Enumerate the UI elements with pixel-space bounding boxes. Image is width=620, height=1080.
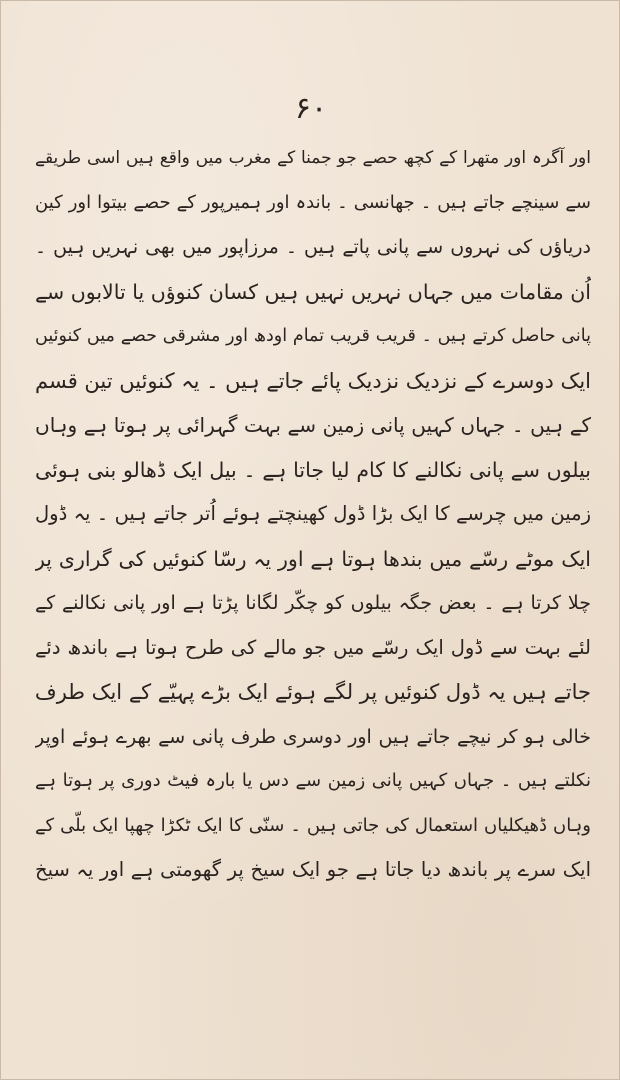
text-line: پانی حاصل کرتے ہیں ۔ قریب قریب تمام اودھ اور مشرقی حصے میں کنوئیں <box>35 326 591 346</box>
page-number: ۶۰ <box>294 91 328 126</box>
text-line: اُن مقامات میں جہاں نہریں نہیں ہیں کسان کنوؤں یا تالابوں سے <box>35 279 591 304</box>
text-line: وہاں ڈھیکلیاں استعمال کی جاتی ہیں ۔ سنّی کا ایک ٹکڑا چھپا ایک بلّی کے <box>35 814 591 836</box>
text-line: ایک دوسرے کے نزدیک نزدیک پائے جاتے ہیں ۔ یہ کنوئیں تین قسم <box>35 368 591 393</box>
body-text <box>35 136 591 893</box>
text-line: خالی ہو کر نیچے جاتے ہیں اور دوسری طرف پانی سے بھرے ہوئے اوپر <box>35 725 591 748</box>
text-line: کے ہیں ۔ جہاں کہیں پانی زمین سے بہت گہرائی پر ہوتا ہے وہاں <box>35 413 591 437</box>
text-line: دریاؤں کی نہروں سے پانی پاتے ہیں ۔ مرزاپور میں بھی نہریں ہیں ۔ <box>35 236 591 258</box>
text-line: سے سینچے جاتے ہیں ۔ جھانسی ۔ باندہ اور ہمیرپور کے حصے بیتوا اور کین <box>35 191 591 213</box>
text-line: چلا کرتا ہے ۔ بعض جگہ بیلوں کو چکّر لگانا پڑتا ہے اور پانی نکالنے کے <box>35 592 591 614</box>
text-line: نکلتے ہیں ۔ جہاں کہیں پانی زمین سے دس یا بارہ فیٹ دوری پر ہوتا ہے <box>35 770 591 791</box>
text-line: ایک سرے پر باندھ دیا جاتا ہے جو ایک سیخ پر گھومتی ہے اور یہ سیخ <box>35 858 591 881</box>
text-line: بیلوں سے پانی نکالنے کا کام لیا جاتا ہے ۔ بیل ایک ڈھالو بنی ہوئی <box>35 457 591 482</box>
text-line: لئے بہت سے ڈول ایک رسّے میں جو مالے کی طرح ہوتا ہے باندھ دئے <box>35 635 591 659</box>
text-line: جاتے ہیں یہ ڈول کنوئیں پر لگے ہوئے ایک بڑے پہیّے کے ایک طرف <box>35 680 591 704</box>
text-line: زمین میں چرسے کا ایک بڑا ڈول کھینچتے ہوئے اُتر جاتے ہیں ۔ یہ ڈول <box>35 502 591 525</box>
text-line: ایک موٹے رسّے میں بندھا ہوتا ہے اور یہ رسّا کنوئیں کی گراری پر <box>35 546 591 571</box>
text-line: اور آگرہ اور متھرا کے کچھ حصے جو جمنا کے مغرب میں واقع ہیں اسی طریقے <box>35 148 591 168</box>
